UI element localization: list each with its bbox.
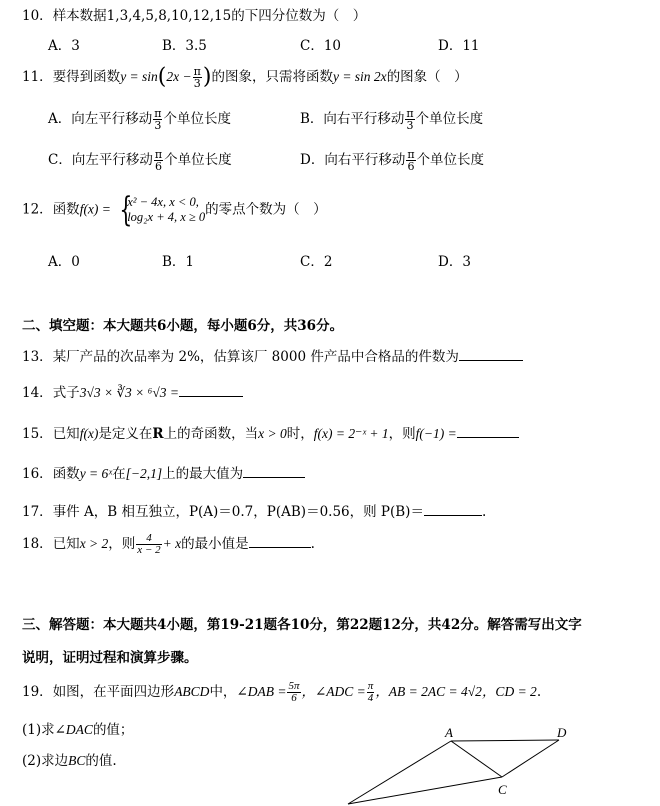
q12-stem-a: 函数 bbox=[52, 201, 80, 218]
q18-c: 的最小值是 bbox=[181, 536, 249, 552]
q11-stem-b: 的图象，只需将函数 bbox=[211, 69, 333, 85]
q10-stem: 样本数据1,3,4,5,8,10,12,15的下四分位数为（ ） bbox=[52, 8, 367, 24]
q19-subquestion-2 bbox=[22, 749, 117, 769]
q16-b: 在 bbox=[112, 466, 126, 482]
q19-sub1-b: 的值； bbox=[92, 722, 134, 738]
q11-paren-close: ) bbox=[202, 64, 212, 90]
q16-answer-blank[interactable] bbox=[243, 465, 305, 478]
section-3-heading-line1: 三、解答题：本大题共4小题，第19-21题各10分，第22题12分，共42分。解答需写出文字 bbox=[22, 617, 582, 633]
q11-b-den: 3 bbox=[406, 119, 414, 132]
label-D: D bbox=[557, 726, 567, 740]
q12-piecewise bbox=[115, 190, 206, 230]
q13-text: 某厂产品的次品率为 2%，估算该厂 8000 件产品中合格品的件数为 bbox=[52, 349, 459, 365]
q17-end: . bbox=[481, 504, 487, 520]
q12-option-b: B．1 bbox=[162, 254, 195, 270]
q18-b: ，则 bbox=[108, 536, 136, 552]
q11-b-frac bbox=[405, 108, 414, 131]
q11-b-pre: 向右平行移动 bbox=[323, 111, 405, 127]
q11-a-frac bbox=[153, 108, 162, 131]
question-14 bbox=[22, 381, 243, 401]
q10-option-b: B．3.5 bbox=[162, 38, 207, 54]
q15-cond: x > 0 bbox=[258, 426, 287, 441]
q12-option-c: C．2 bbox=[300, 254, 333, 270]
q16-a: 函数 bbox=[52, 466, 80, 482]
q11-paren-open: ( bbox=[157, 64, 167, 90]
q11-frac-den: 3 bbox=[193, 77, 201, 90]
q11-func1: y = sin bbox=[120, 69, 158, 84]
q19-sub2-b: 的值. bbox=[85, 753, 117, 769]
q12-case2: log₂x + 4, x ≥ 0 bbox=[127, 210, 206, 224]
q18-frac-den: x − 2 bbox=[137, 544, 161, 556]
q14-number: 14． bbox=[22, 385, 53, 401]
q19-ang2: ，∠ADC = bbox=[301, 684, 366, 699]
label-C: C bbox=[498, 782, 507, 797]
q12-brace: { bbox=[119, 190, 133, 230]
q18-fraction bbox=[136, 533, 161, 556]
q11-d-num: π bbox=[407, 148, 415, 161]
q10-option-a: A．3 bbox=[48, 38, 80, 54]
q18-plus: + x bbox=[162, 536, 182, 551]
q14-answer-blank[interactable] bbox=[179, 384, 243, 397]
q19-end: . bbox=[536, 684, 542, 700]
q11-c-pre: 向左平行移动 bbox=[71, 152, 153, 168]
q11-d-post: 个单位长度 bbox=[416, 152, 485, 168]
q16-func: y = 6ˣ bbox=[79, 466, 113, 481]
q11-c-den: 6 bbox=[154, 160, 162, 173]
q18-number: 18． bbox=[22, 536, 53, 552]
q12-case1: x² − 4x, x < 0, bbox=[127, 195, 199, 209]
q11-d-frac bbox=[406, 149, 415, 172]
q11-b-letter: B． bbox=[300, 111, 324, 127]
q11-stem-c: 的图象（ ） bbox=[386, 69, 468, 85]
section-3-heading-line2: 说明，证明过程和演算步骤。 bbox=[22, 650, 198, 666]
q11-d-pre: 向右平行移动 bbox=[324, 152, 406, 168]
q19-sub1-a: (1)求 bbox=[22, 722, 55, 738]
q11-option-d bbox=[300, 148, 484, 172]
q12-fx: f(x) = bbox=[79, 201, 111, 217]
q11-a-den: 3 bbox=[154, 119, 162, 132]
edge-DC bbox=[502, 740, 559, 777]
q11-option-a bbox=[48, 107, 231, 131]
q19-a: 如图，在平面四边形 bbox=[52, 684, 175, 700]
q11-b-post: 个单位长度 bbox=[415, 111, 484, 127]
q11-func2: y = sin 2x bbox=[332, 69, 387, 84]
q12-option-d: D．3 bbox=[438, 254, 471, 270]
q11-func1-inner: 2x − bbox=[166, 69, 192, 84]
q19-b: 中， bbox=[209, 684, 237, 700]
q18-end: . bbox=[310, 536, 315, 552]
q16-c: 上的最大值为 bbox=[162, 466, 244, 482]
q15-R: R bbox=[152, 426, 164, 442]
q11-d-letter: D． bbox=[300, 152, 325, 168]
q12-option-a: A．0 bbox=[48, 254, 80, 270]
quadrilateral-figure bbox=[340, 726, 580, 806]
q18-cond: x > 2 bbox=[79, 536, 109, 551]
q16-interval: [−2,1] bbox=[125, 466, 163, 481]
q19-frac2-num: π bbox=[367, 680, 374, 692]
q19-frac2-den: 4 bbox=[367, 692, 374, 704]
q14-text: 式子 bbox=[52, 385, 80, 401]
q10-option-d: D．11 bbox=[438, 38, 480, 54]
q18-frac-num: 4 bbox=[136, 533, 161, 545]
q18-a: 已知 bbox=[52, 536, 80, 552]
q11-option-b bbox=[300, 107, 483, 131]
q19-frac1-den: 6 bbox=[291, 692, 297, 704]
q11-number: 11． bbox=[22, 69, 53, 85]
q17-number: 17． bbox=[22, 504, 53, 520]
q19-sub2-a: (2)求边 bbox=[22, 753, 69, 769]
question-12 bbox=[22, 190, 327, 230]
q11-frac-num: π bbox=[193, 65, 201, 78]
q17-text: 事件 A，B 相互独立，P(A)＝0.7，P(AB)＝0.56，则 P(B)＝ bbox=[52, 504, 424, 520]
q16-number: 16． bbox=[22, 466, 53, 482]
q19-frac1 bbox=[287, 681, 300, 704]
q19-abcd: ABCD bbox=[174, 684, 210, 699]
q13-number: 13． bbox=[22, 349, 53, 365]
q11-c-letter: C． bbox=[48, 152, 72, 168]
q14-expr: 3√3 × ∛3 × ⁶√3 = bbox=[79, 385, 180, 400]
question-16 bbox=[22, 462, 305, 482]
q19-subquestion-1 bbox=[22, 718, 133, 738]
q12-stem-b: 的零点个数为（ ） bbox=[205, 201, 327, 218]
q15-a: 已知 bbox=[52, 426, 80, 442]
label-A: A bbox=[445, 726, 453, 740]
q11-stem-a: 要得到函数 bbox=[52, 69, 121, 85]
edge-AD bbox=[451, 740, 559, 741]
q15-def: f(x) = 2⁻ˣ + 1 bbox=[313, 426, 389, 441]
q15-e: ，则 bbox=[388, 426, 416, 442]
question-13 bbox=[22, 345, 523, 365]
q13-answer-blank[interactable] bbox=[459, 348, 523, 361]
question-18 bbox=[22, 530, 315, 558]
section-2-heading: 二、填空题：本大题共6小题，每小题6分，共36分。 bbox=[22, 318, 344, 334]
q11-a-num: π bbox=[154, 107, 162, 120]
q11-option-c bbox=[48, 148, 232, 172]
q17-answer-blank[interactable] bbox=[424, 503, 482, 516]
q19-sub1-ang: ∠DAC bbox=[54, 722, 93, 737]
q11-a-post: 个单位长度 bbox=[163, 111, 231, 127]
question-17 bbox=[22, 500, 486, 520]
q15-fx: f(x) bbox=[79, 426, 99, 441]
q18-answer-blank[interactable] bbox=[249, 535, 311, 548]
q15-ask: f(−1) = bbox=[415, 426, 457, 441]
q11-c-post: 个单位长度 bbox=[164, 152, 232, 168]
q11-b-num: π bbox=[406, 107, 414, 120]
q11-d-den: 6 bbox=[407, 160, 415, 173]
q19-frac2 bbox=[367, 681, 375, 704]
q11-c-frac bbox=[154, 149, 163, 172]
q10-number: 10． bbox=[22, 8, 53, 24]
question-10 bbox=[22, 4, 366, 24]
question-11 bbox=[22, 64, 468, 91]
q15-d: 时， bbox=[286, 426, 314, 442]
q19-cd: ，CD = 2 bbox=[481, 684, 537, 699]
q11-a-pre: 向左平行移动 bbox=[71, 111, 153, 127]
question-15 bbox=[22, 422, 519, 442]
edge-BC bbox=[348, 777, 502, 804]
q11-c-num: π bbox=[154, 148, 163, 161]
q15-answer-blank[interactable] bbox=[457, 425, 519, 438]
q19-number: 19． bbox=[22, 684, 53, 700]
q10-option-c: C．10 bbox=[300, 38, 342, 54]
edge-AC bbox=[451, 741, 502, 777]
q19-frac1-num: 5π bbox=[288, 680, 300, 692]
q12-number: 12． bbox=[22, 201, 53, 218]
q11-a-letter: A． bbox=[48, 111, 72, 127]
q19-ang1: ∠DAB = bbox=[236, 684, 287, 699]
q15-number: 15． bbox=[22, 426, 53, 442]
q19-ab: ，AB = 2AC = 4√2 bbox=[375, 684, 482, 699]
question-19 bbox=[22, 678, 541, 706]
q11-fraction bbox=[193, 66, 202, 89]
q15-c: 上的奇函数，当 bbox=[163, 426, 259, 442]
q19-sub2-bc: BC bbox=[68, 753, 86, 768]
q15-b: 是定义在 bbox=[98, 426, 153, 442]
